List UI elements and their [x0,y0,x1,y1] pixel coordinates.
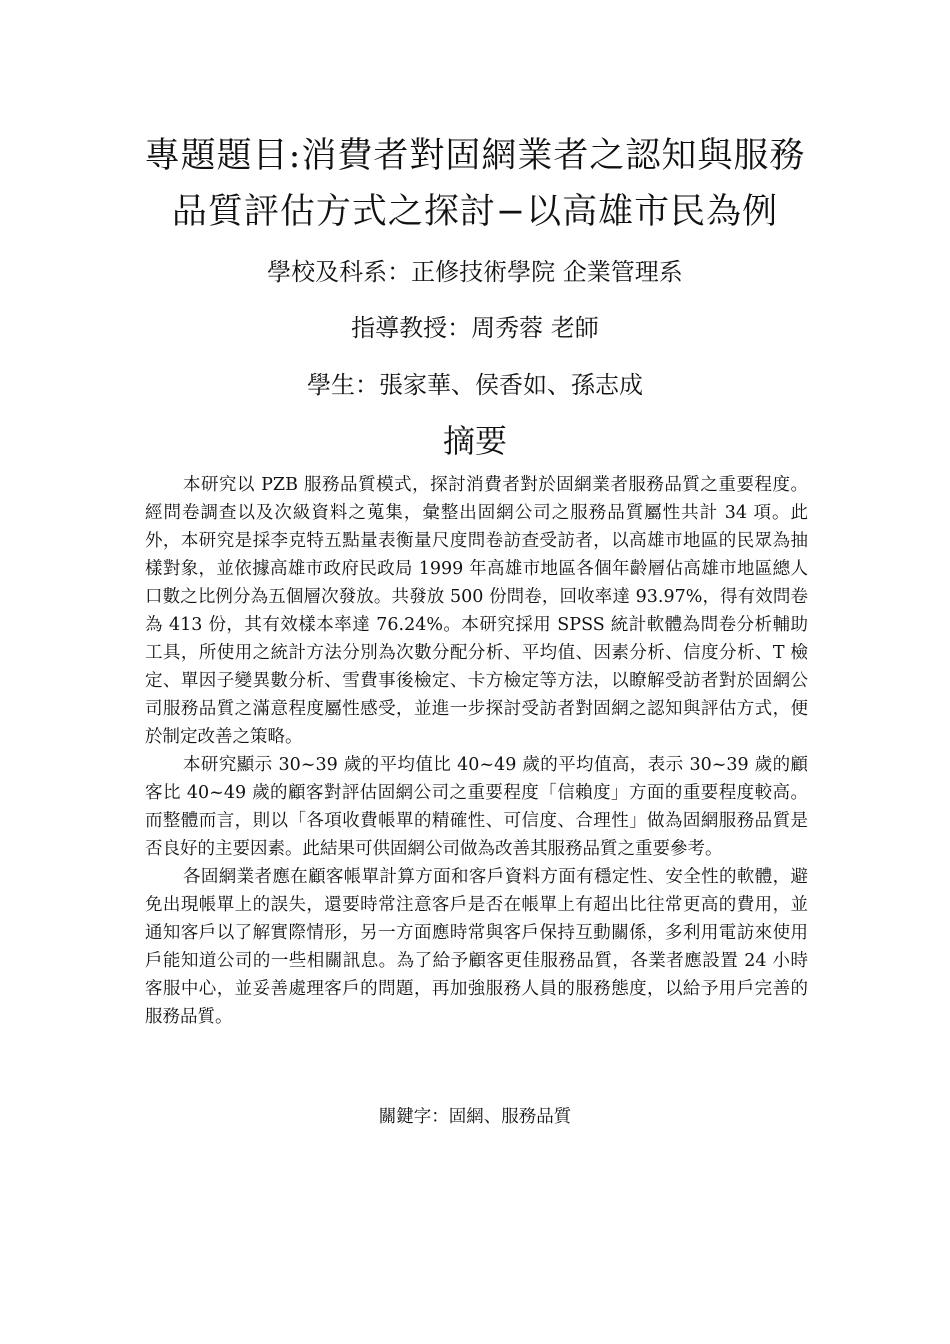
keywords: 關鍵字：固網、服務品質 [378,1107,572,1127]
advisor: 指導教授：周秀蓉 老師 [351,314,599,342]
students: 學生：張家華、侯香如、孫志成 [307,371,643,399]
abstract-paragraph-3: 各固網業者應在顧客帳單計算方面和客戶資料方面有穩定性、安全性的軟體，避免出現帳單上的誤失，還要時常注意客戶是否在帳單上有超出比往常更高的費用，並通知客戶以了解實際情形，另一方面應時常與客戶保持互動關係，多利用電訪來使用戶能知道公司的一些相關訊息。為了給予顧客更佳服務品質，各業者應設置 24 小時客服中心，並妥善處理客戶的問題，再加強服務人員的服務態度，以給予用戶完善的服務品質。 [145,867,808,1027]
page-title-line-1: 專題題目:消費者對固網業者之認知與服務 [144,136,806,176]
abstract-paragraph-2: 本研究顯示 30~39 歲的平均值比 40~49 歲的平均值高，表示 30~39 歲的顧客比 40~49 歲的顧客對評估固網公司之重要程度「信賴度」方面的重要程度較高。而整體而言，則以「各項收費帳單的精確性、可信度、合理性」做為固網服務品質是否良好的主要因素。此結果可供固網公司做為改善其服務品質之重要參考。 [145,755,808,859]
abstract-body [145,471,808,1031]
abstract-heading: 摘要 [442,422,507,460]
school-department: 學校及科系：正修技術學院 企業管理系 [267,258,683,286]
abstract-paragraph-1: 本研究以 PZB 服務品質模式，探討消費者對於固網業者服務品質之重要程度。經問卷調查以及次級資料之蒐集，彙整出固網公司之服務品質屬性共計 34 項。此外，本研究是採李克特五點量表衡量尺度問卷訪查受訪者，以高雄市地區的民眾為抽樣對象，並依據高雄市政府民政局 1999 年高雄市地區各個年齡層佔高雄市地區總人口數之比例分為五個層次發放。共發放 500 份問卷，回收率達 93.97%，得有效問卷為 413 份，其有效樣本率達 76.24%。本研究採用 SPSS 統計軟體為問卷分析輔助工具，所使用之統計方法分別為次數分配分析、平均值、因素分析、信度分析、T 檢定、單因子變異數分析、雪費事後檢定、卡方檢定等方法，以瞭解受訪者對於固網公司服務品質之滿意程度屬性感受，並進一步探討受訪者對固網之認知與評估方式，便於制定改善之策略。 [145,475,808,747]
page-title-line-2: 品質評估方式之探討−以高雄市民為例 [171,192,779,232]
